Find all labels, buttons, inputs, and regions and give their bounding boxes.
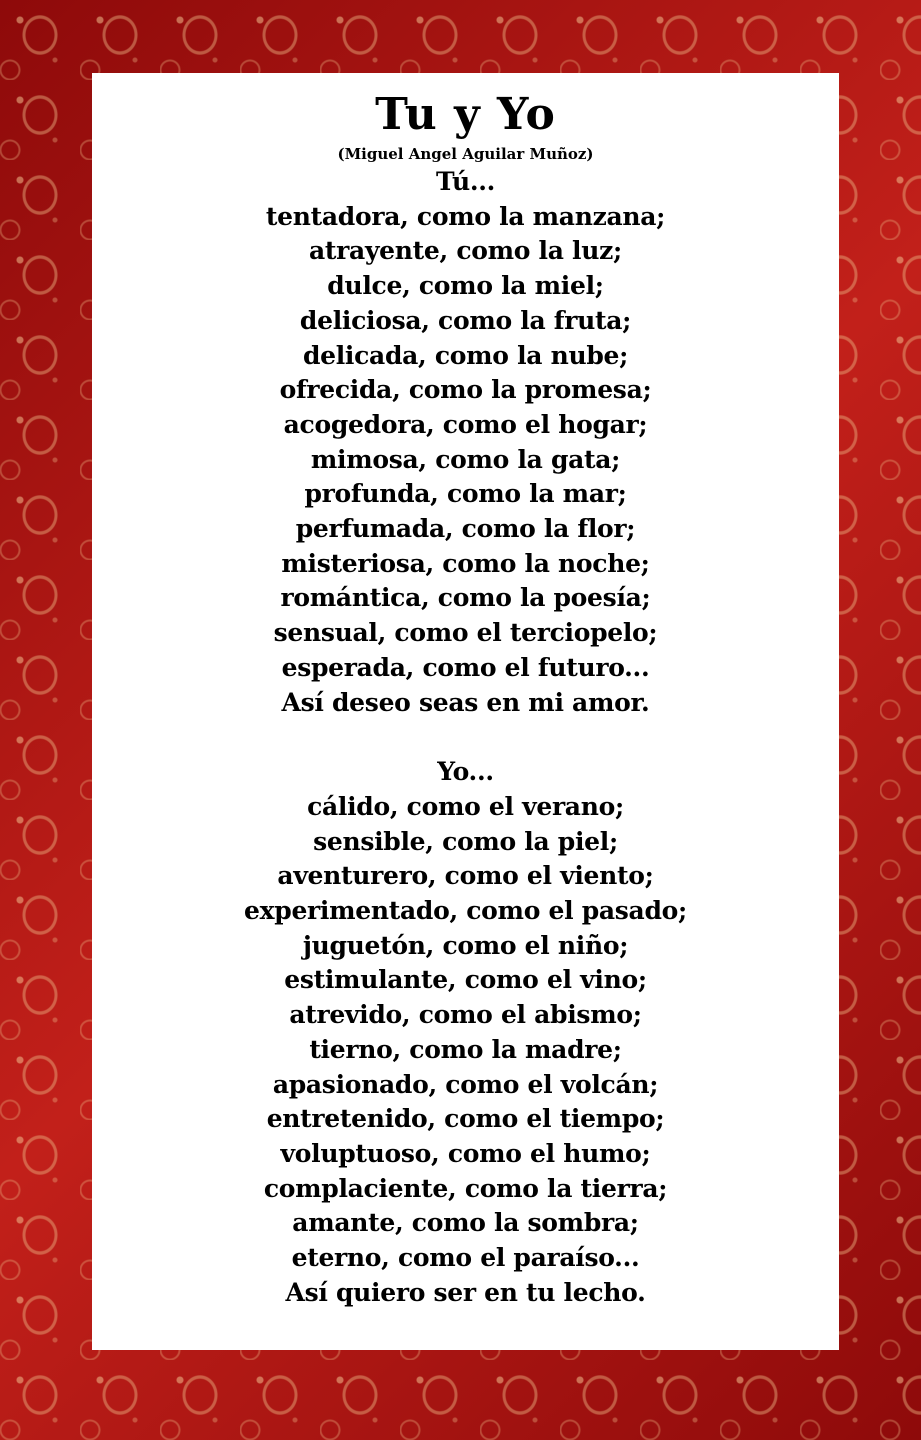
poem-author: (Miguel Angel Aguilar Muñoz) [337, 145, 594, 163]
poem-line: tentadora, como la manzana; [265, 201, 666, 231]
poem-line: voluptuoso, como el humo; [280, 1138, 651, 1168]
poem-line: Tú... [435, 167, 496, 196]
poem-line: mimosa, como la gata; [310, 444, 621, 474]
poem-line: complaciente, como la tierra; [263, 1173, 668, 1203]
poem-line: delicada, como la nube; [302, 340, 629, 370]
poem-line: aventurero, como el viento; [277, 861, 654, 891]
poem-line: entretenido, como el tiempo; [266, 1104, 665, 1134]
poem-line: sensible, como la piel; [313, 826, 618, 856]
poem-title: Tu y Yo [375, 89, 556, 140]
poem-line: Yo... [437, 757, 494, 787]
poem-line: atrevido, como el abismo; [289, 1000, 642, 1030]
poem-line: Así deseo seas en mi amor. [281, 687, 650, 717]
poem-line: atrayente, como la luz; [309, 236, 622, 266]
poem-line: experimentado, como el pasado; [244, 896, 687, 926]
poem-line: dulce, como la miel; [327, 271, 604, 301]
poem-line: Así quiero ser en tu lecho. [285, 1277, 646, 1307]
poem-line: apasionado, como el volcán; [272, 1069, 659, 1099]
poem-line: romántica, como la poesía; [280, 583, 651, 613]
stanza-yo [92, 755, 839, 1310]
poem-line: esperada, como el futuro... [281, 652, 650, 682]
poem-line: eterno, como el paraíso... [291, 1243, 640, 1273]
poem-line: acogedora, como el hogar; [283, 409, 648, 439]
poem-line: profunda, como la mar; [304, 479, 627, 509]
poem-line: ofrecida, como la promesa; [279, 375, 652, 405]
poem-line: misteriosa, como la noche; [281, 548, 650, 578]
poem-panel [92, 73, 839, 1350]
poem-line: cálido, como el verano; [307, 791, 624, 821]
poem-line: deliciosa, como la fruta; [299, 305, 632, 335]
poem-line: juguetón, como el niño; [302, 930, 629, 960]
stanza-tu [92, 165, 839, 720]
poem-line: estimulante, como el vino; [284, 965, 647, 995]
poem-line: sensual, como el terciopelo; [273, 618, 658, 648]
poem-line: tierno, como la madre; [309, 1034, 622, 1064]
poem-line: amante, como la sombra; [292, 1208, 639, 1238]
poem-line: perfumada, como la flor; [295, 514, 636, 544]
